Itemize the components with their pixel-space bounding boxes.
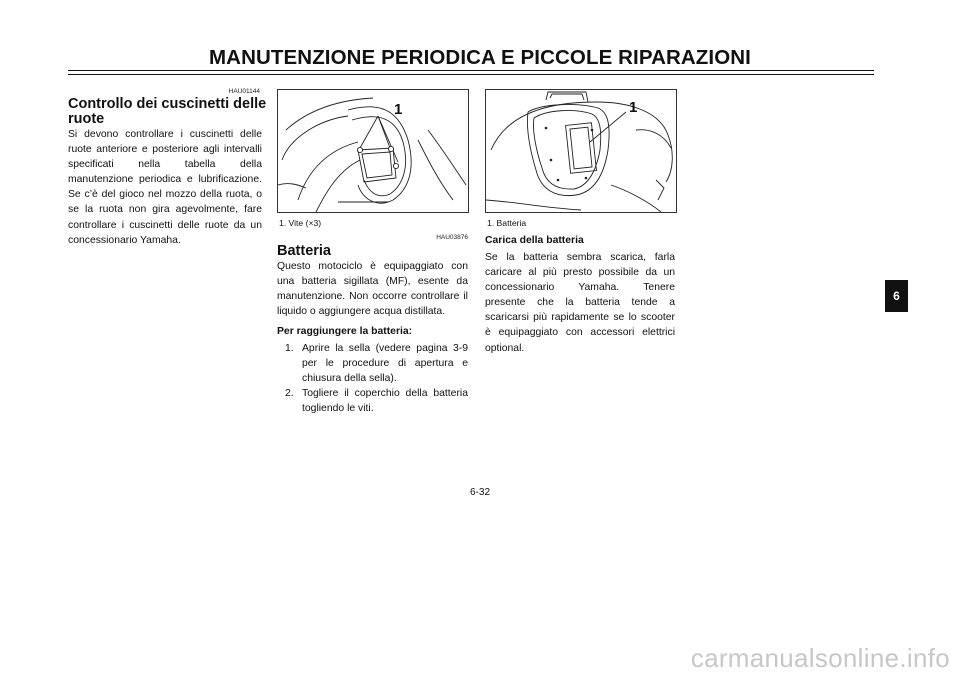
step-number: 2. [285, 388, 294, 400]
chapter-tab: 6 [885, 280, 908, 312]
section-code: HAU03876 [436, 234, 468, 241]
page-number: 6-32 [469, 487, 490, 498]
wheel-bearings-paragraph: Si devono controllare i cuscinetti delle ruote anteriore e posteriore agli intervalli specificati nella tabella della manutenzione periodica e lubrificazione. Se c’è del gioco nel mozzo della ruota, o se la ruota non gira agevolmente, fare controllare i cuscinetti delle ruote da un concessionario Yamaha. [68, 129, 262, 246]
list-item [277, 341, 468, 386]
screw-icon [393, 163, 398, 168]
section-code: HAU01144 [228, 88, 260, 95]
figure-caption: 1. Batteria [487, 218, 527, 228]
title-rule-thin [68, 74, 874, 75]
step-text: Togliere il coperchio della batteria togliendo le viti. [302, 388, 468, 415]
access-steps-list [277, 341, 468, 416]
section-heading-battery: Batteria [277, 243, 331, 259]
section-heading-wheel-bearings: Controllo dei cuscinetti delle ruote [68, 96, 267, 127]
access-battery-subheading: Per raggiungere la batteria: [277, 326, 413, 337]
page-title: MANUTENZIONE PERIODICA E PICCOLE RIPARAZIONI [209, 46, 751, 69]
step-number: 1. [285, 343, 294, 354]
screw-icon [357, 147, 362, 152]
watermark-text: carmanualsonline.info [690, 643, 950, 673]
figure-seat-screws [277, 89, 469, 213]
figure-label: 1 [629, 99, 638, 116]
battery-illustration [486, 90, 676, 212]
title-rule-thick [68, 70, 874, 71]
step-text: Aprire la sella (vedere pagina 3-9 per le procedure di apertura e chiusura della sella). [302, 343, 468, 385]
figure-caption: 1. Vite (×3) [279, 218, 322, 228]
figure-battery [485, 89, 677, 213]
battery-charge-paragraph: Se la batteria sembra scarica, farla caricare al più presto possibile da un concessionario Yamaha. Tenere presente che la batteria tende a scaricarsi più rapidamente se lo scooter è equipaggiato con accessori elettrici optional. [485, 252, 675, 354]
screw-icon [388, 146, 393, 151]
battery-paragraph: Questo motociclo è equipaggiato con una batteria sigillata (MF), esente da manutenzione. Non occorre controllare il liquido o aggiungere acqua distillata. [277, 261, 468, 318]
seat-screws-illustration [278, 90, 468, 212]
list-item [277, 386, 468, 416]
figure-label: 1 [394, 101, 403, 118]
battery-charge-subheading: Carica della batteria [485, 235, 584, 246]
